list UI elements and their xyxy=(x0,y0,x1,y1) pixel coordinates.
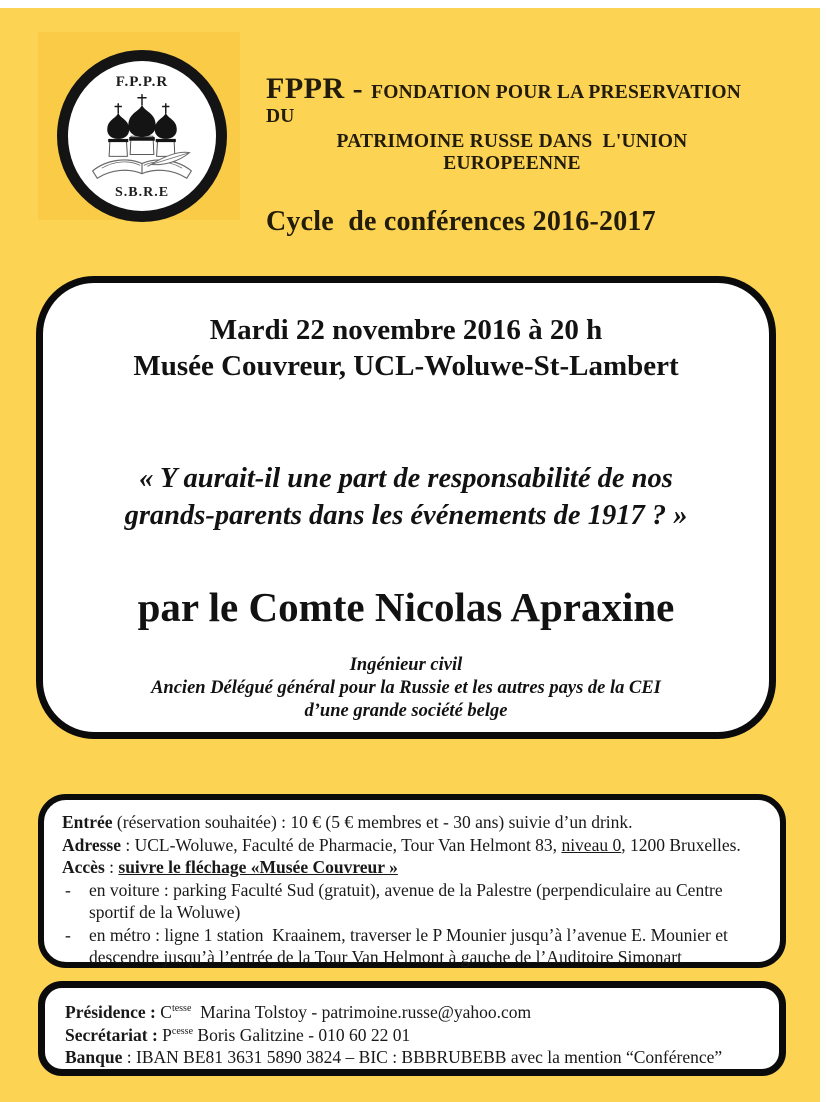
acces-underlined: suivre le fléchage «Musée Couvreur » xyxy=(118,857,398,877)
presidence-title-superscript: tesse xyxy=(171,1003,192,1015)
conference-cycle-title: Cycle de conférences 2016-2017 xyxy=(266,206,656,237)
banque-label: Banque xyxy=(65,1047,123,1067)
secretariat-line: Secrétariat : $P^{cesse}$ Boris Galitzine - 010 60 22 01 xyxy=(65,1024,411,1045)
speaker-desc-line2: Ancien Délégué général pour la Russie et les autres pays de la CEI xyxy=(151,678,661,698)
speaker-desc-line3: d’une grande société belge xyxy=(304,701,508,721)
presidence-contact: Marina Tolstoy - patrimoine.russe@yahoo.com xyxy=(191,1002,532,1022)
org-abbreviation: FPPR - xyxy=(266,72,372,105)
event-venue: Musée Couvreur, UCL-Woluwe-St-Lambert xyxy=(133,350,679,382)
speaker-description xyxy=(151,654,661,723)
event-date: Mardi 22 novembre 2016 à 20 h xyxy=(209,314,603,346)
access-bullet-car: - en voiture : parking Faculté Sud (gratuit), avenue de la Palestre (perpendiculaire au Centre sportif de la Woluwe) xyxy=(62,879,766,924)
banque-details: : IBAN BE81 3631 5890 3824 – BIC : BBBRUBEBB avec la mention “Conférence” xyxy=(122,1047,723,1067)
fppr-logo xyxy=(57,50,227,222)
bullet-dash: - xyxy=(65,879,71,900)
logo-art xyxy=(78,91,206,185)
open-book-icon xyxy=(93,160,192,178)
org-name-line1: FPPR - FONDATION POUR LA PRESERVATION DU xyxy=(266,72,747,127)
presidence-label: Présidence : xyxy=(65,1002,161,1022)
bullet-dash: - xyxy=(65,924,71,945)
secretariat-contact: Boris Galitzine - 010 60 22 01 xyxy=(193,1024,411,1045)
adresse-underlined: niveau 0 xyxy=(561,834,622,855)
access-bullet-metro: - en métro : ligne 1 station Kraainem, traverser le P Mounier jusqu’à l’avenue E. Mounier et descendre jusqu’à l’entrée de la Tour Van Helmont à gauche de l’Auditoire Simonart xyxy=(62,924,766,969)
header-block xyxy=(266,72,758,238)
entree-label: Entrée xyxy=(62,812,113,832)
lecture-title xyxy=(125,460,688,534)
org-name-line2: PATRIMOINE RUSSE DANS L'UNION EUROPEENNE xyxy=(336,131,693,174)
presidence-line: Présidence : $C^{tesse}$ Marina Tolstoy - patrimoine.russe@yahoo.com xyxy=(65,1002,532,1022)
event-box xyxy=(36,276,776,739)
banque-line xyxy=(65,1046,765,1069)
lecture-title-line1: « Y aurait-il une part de responsabilité de nos xyxy=(139,463,673,494)
logo-bottom-label: S.B.R.E xyxy=(114,185,170,200)
adresse-label: Adresse xyxy=(62,834,121,855)
russian-church-book-quill-icon xyxy=(78,91,206,185)
secretariat-title-superscript: cesse xyxy=(171,1025,194,1037)
flyer-background xyxy=(0,8,820,1102)
entree-line: Entrée (réservation souhaitée) : 10 € (5 € membres et - 30 ans) suivie d’un drink. xyxy=(62,812,633,832)
secretariat-label: Secrétariat : xyxy=(65,1024,163,1045)
contact-box xyxy=(38,981,786,1076)
practical-info-box xyxy=(38,794,786,968)
adresse-line: Adresse : UCL-Woluwe, Faculté de Pharmacie, Tour Van Helmont 83, niveau 0, 1200 Bruxelles. xyxy=(62,834,741,855)
acces-label: Accès xyxy=(62,857,105,877)
speaker-desc-line1: Ingénieur civil xyxy=(349,655,463,675)
lecture-title-line2: grands-parents dans les événements de 1917 ? » xyxy=(124,500,688,531)
speaker-name: par le Comte Nicolas Apraxine xyxy=(137,584,675,630)
acces-line: Accès : suivre le fléchage «Musée Couvreur » xyxy=(62,857,398,877)
logo-top-label: F.P.P.R xyxy=(115,74,169,90)
